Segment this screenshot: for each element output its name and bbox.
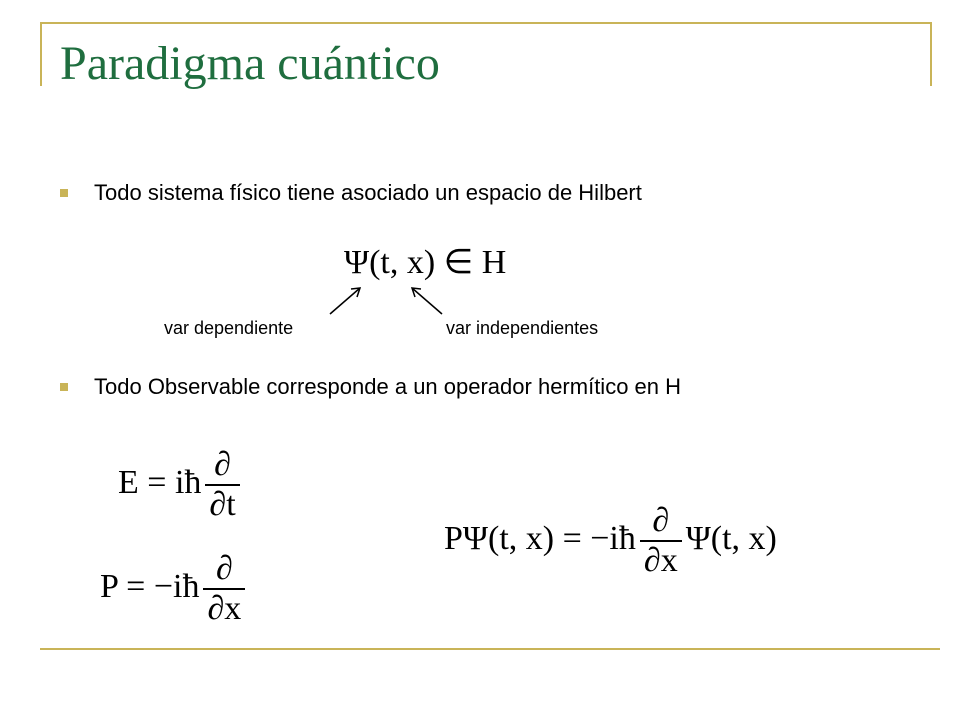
- label-independent-variables: var independientes: [446, 318, 599, 338]
- equation-momentum-operator: [100, 550, 249, 628]
- equation-psi-in-hilbert: Ψ(t, x) ∈ H: [344, 244, 507, 281]
- annotation-arrows: [320, 280, 450, 320]
- top-rule-left-tick: [40, 22, 42, 86]
- momentum-numerator: ∂: [215, 550, 233, 587]
- energy-lhs: E = iħ: [118, 463, 202, 501]
- slide-title: Paradigma cuántico: [60, 37, 440, 90]
- equation-momentum-eigen: [444, 502, 777, 580]
- momentum-lhs: P = −iħ: [100, 567, 200, 605]
- arrow-to-psi: [330, 288, 360, 314]
- eigen-numerator: ∂: [652, 502, 670, 539]
- energy-fraction: [205, 446, 239, 524]
- eigen-lhs: PΨ(t, x) = −iħ: [444, 519, 636, 557]
- bullet-marker-2: [60, 383, 68, 391]
- eigen-denominator: ∂x: [640, 540, 682, 580]
- top-rule-right-tick: [930, 22, 932, 86]
- bullet-text-1: Todo sistema físico tiene asociado un espacio de Hilbert: [94, 180, 642, 205]
- momentum-fraction: [203, 550, 245, 628]
- eigen-fraction: [640, 502, 682, 580]
- eigen-rhs: Ψ(t, x): [685, 519, 777, 557]
- bottom-rule: [40, 648, 940, 650]
- bullet-text-2: Todo Observable corresponde a un operador hermítico en H: [94, 374, 682, 399]
- arrow-to-args: [412, 288, 442, 314]
- top-rule: [40, 22, 932, 24]
- energy-denominator: ∂t: [205, 484, 239, 524]
- energy-numerator: ∂: [214, 446, 231, 483]
- momentum-denominator: ∂x: [203, 588, 245, 628]
- bullet-marker-1: [60, 189, 68, 197]
- equation-energy-operator: [118, 446, 244, 524]
- label-dependent-variable: var dependiente: [164, 318, 294, 338]
